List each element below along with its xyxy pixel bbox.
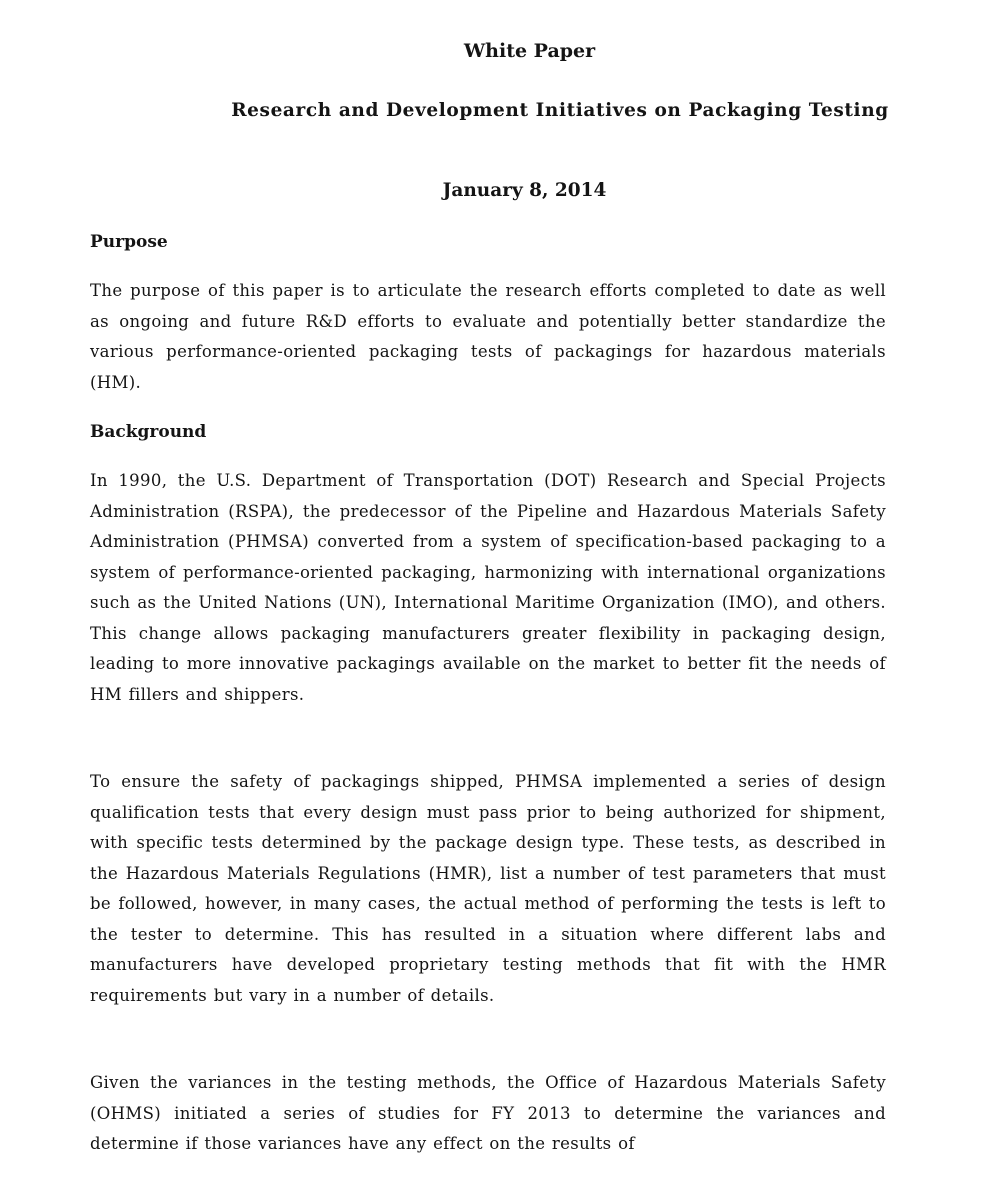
background-paragraph-1: In 1990, the U.S. Department of Transportation (DOT) Research and Special Projects Administration (RSPA), the predecessor of the Pipeline and Hazardous Materials Safety Administration (PHMSA) converted from a system of specification-based packaging to a system of performance-oriented packaging, harmonizing with international organizations such as the United Nations (UN), International Maritime Organization (IMO), and others. This change allows packaging manufacturers greater flexibility in packaging design, leading to more innovative packagings available on the market to better fit the needs of HM fillers and shippers. bbox=[90, 471, 886, 704]
background-paragraph-3: Given the variances in the testing methods, the Office of Hazardous Materials Safety (OHMS) initiated a series of studies for FY 2013 to determine the variances and determine if those variances have any effect on the results of bbox=[90, 1073, 886, 1153]
purpose-heading: Purpose bbox=[90, 232, 168, 252]
purpose-paragraph: The purpose of this paper is to articulate the research efforts completed to date as well as ongoing and future R&D efforts to evaluate and potentially better standardize the various performance-oriented packaging tests of packagings for hazardous materials (HM). bbox=[90, 281, 886, 392]
document-date: January 8, 2014 bbox=[442, 180, 607, 201]
document-subtitle: Research and Development Initiatives on Packaging Testing bbox=[231, 100, 889, 121]
background-heading: Background bbox=[90, 422, 207, 442]
document-title: White Paper bbox=[463, 40, 596, 62]
background-paragraph-2: To ensure the safety of packagings shipped, PHMSA implemented a series of design qualification tests that every design must pass prior to being authorized for shipment, with specific tests determined by the package design type. These tests, as described in the Hazardous Materials Regulations (HMR), list a number of test parameters that must be followed, however, in many cases, the actual method of performing the tests is left to the tester to determine. This has resulted in a situation where different labs and manufacturers have developed proprietary testing methods that fit with the HMR requirements but vary in a number of details. bbox=[90, 772, 886, 1005]
